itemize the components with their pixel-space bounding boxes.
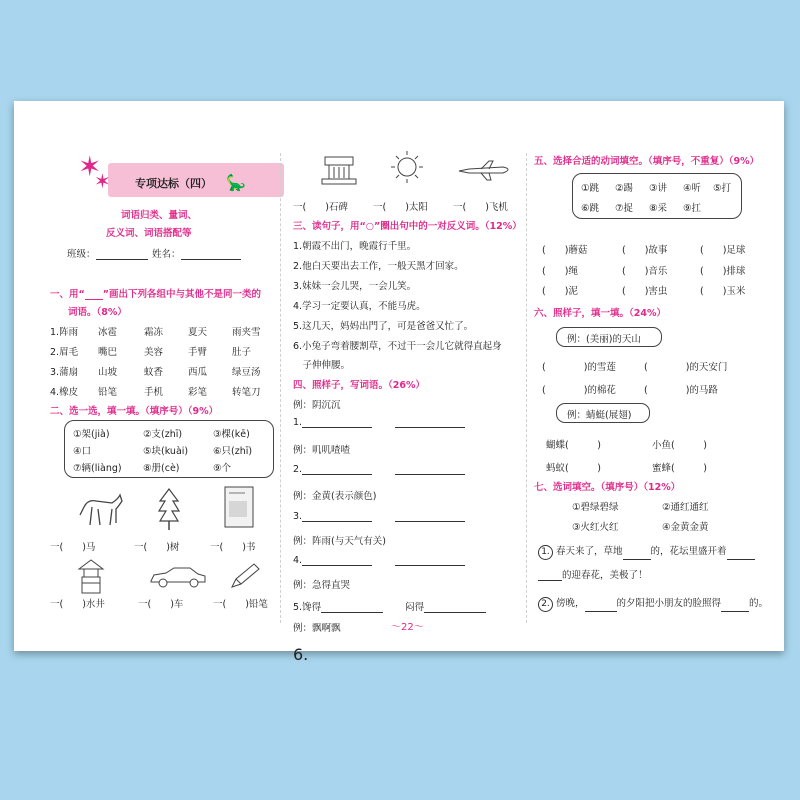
section-5-title: 五、选择合适的动词填空。（填序号，不重复）（9%） — [534, 156, 760, 167]
tree-icon — [156, 487, 182, 531]
name-field[interactable]: 姓名： — [152, 246, 241, 260]
s4-example: 例：阵雨(与天气有关) — [293, 536, 386, 547]
s6-blank[interactable]: 蝴蝶( ) — [546, 440, 601, 451]
s3-item: 6.小兔子弯着腰割草，不过干一会儿它就得直起身 — [293, 341, 502, 352]
s5-blank[interactable]: ( )绳 — [542, 266, 578, 277]
s3-item: 子伸伸腰。 — [293, 360, 351, 371]
blank-airplane[interactable]: 一( )飞机 — [453, 202, 508, 213]
class-field[interactable]: 班级： — [67, 246, 148, 260]
s7-question-2[interactable]: 2. 傍晚， 的夕阳把小朋友的脸照得 的。 — [538, 595, 768, 612]
option: ③棵(kē) — [213, 429, 250, 440]
page-title: 专项达标（四） — [135, 177, 212, 190]
section-3-title: 三、读句子，用“○”圈出句中的一对反义词。（12%） — [293, 221, 522, 232]
blank-tree[interactable]: 一( )树 — [134, 542, 180, 553]
worksheet-page — [14, 101, 784, 664]
s4-example: 例：飘啊飘 — [293, 623, 341, 634]
word: 山坡 — [98, 367, 118, 378]
option: ⑥跳 — [581, 203, 600, 214]
word: 转笔刀 — [232, 387, 261, 398]
s6-blank[interactable]: 蜜蜂( ) — [652, 463, 707, 474]
word: 霜冻 — [144, 327, 164, 338]
s7-question-1-cont[interactable]: 的迎春花，美极了！ — [538, 567, 648, 581]
word: 2.眉毛 — [50, 347, 79, 358]
blank-well[interactable]: 一( )水井 — [50, 599, 105, 610]
word: 绿豆汤 — [232, 367, 261, 378]
word: 冰雹 — [98, 327, 118, 338]
blank-car[interactable]: 一( )车 — [138, 599, 184, 610]
s6-blank[interactable]: ( )的马路 — [644, 385, 718, 396]
section-6-title: 六、照样子，填一填。（24%） — [534, 308, 666, 319]
word: 雨夹雪 — [232, 327, 261, 338]
s6-blank[interactable]: ( )的雪莲 — [542, 362, 616, 373]
s7-option: ①碧绿碧绿 — [572, 502, 619, 513]
s5-blank[interactable]: ( )害虫 — [622, 286, 668, 297]
s6-blank[interactable]: ( )的天安门 — [644, 362, 728, 373]
option: ⑤打 — [713, 183, 732, 194]
s7-option: ②通红通红 — [662, 502, 709, 513]
section-4-title: 四、照样子，写词语。（26%） — [293, 380, 425, 391]
blank-pencil[interactable]: 一( )铅笔 — [213, 599, 268, 610]
car-icon — [148, 565, 208, 589]
section-1-title-cont: 词语。（8%） — [68, 307, 127, 318]
s5-blank[interactable]: ( )玉米 — [700, 286, 746, 297]
s7-option: ③火红火红 — [572, 522, 619, 533]
example-bubble-2: 例：蜻蜓(展翅) — [556, 403, 650, 423]
subtitle-1: 词语归类、量词、 — [121, 210, 198, 221]
column-divider-1 — [280, 153, 281, 623]
blank-monument[interactable]: 一( )石碑 — [293, 202, 348, 213]
section-2-title: 二、选一选，填一填。（填序号）（9%） — [50, 406, 219, 417]
option: ①跳 — [581, 183, 600, 194]
subtitle-2: 反义词、词语搭配等 — [106, 228, 192, 239]
well-icon — [76, 557, 106, 595]
s3-item: 1.朝霞不出门，晚霞行千里。 — [293, 241, 417, 252]
s6-blank[interactable]: 小鱼( ) — [652, 440, 707, 451]
word: 肚子 — [232, 347, 252, 358]
s4-answer[interactable]: 1. — [293, 417, 465, 428]
option: ⑨个 — [213, 463, 232, 474]
s3-item: 2.他白天要出去工作，一般天黑才回家。 — [293, 261, 464, 272]
airplane-icon — [457, 159, 517, 183]
measure-word-options-box — [64, 420, 274, 478]
s4-answer[interactable]: 5.馋得 闷得 — [293, 599, 486, 613]
option: ⑧册(cè) — [143, 463, 180, 474]
word: 手臂 — [188, 347, 208, 358]
word: 铅笔 — [98, 387, 118, 398]
s4-answer[interactable]: 3. — [293, 511, 465, 522]
s4-example: 例：阴沉沉 — [293, 400, 341, 411]
section-7-title: 七、选词填空。（填序号）（12%） — [534, 482, 681, 493]
sun-icon — [387, 149, 427, 185]
column-divider-2 — [526, 153, 527, 623]
word: 4.橡皮 — [50, 387, 79, 398]
s3-item: 4.学习一定要认真，不能马虎。 — [293, 301, 426, 312]
verb-options-box — [572, 173, 742, 219]
s6-blank[interactable]: 蚂蚁( ) — [546, 463, 601, 474]
s4-answer-last[interactable]: 6. — [293, 645, 309, 664]
s4-example: 例：叽叽喳喳 — [293, 445, 351, 456]
example-bubble-1: 例：(美丽)的天山 — [556, 327, 662, 347]
s6-blank[interactable]: ( )的棉花 — [542, 385, 616, 396]
s4-answer[interactable]: 2. — [293, 464, 465, 475]
dinosaur-icon: 🦕 — [226, 173, 246, 192]
s7-question-1[interactable]: 1. 春天来了，草地 的，花坛里盛开着 — [538, 543, 755, 560]
option: ②踢 — [615, 183, 634, 194]
pencil-icon — [228, 561, 262, 591]
section-1-title: 一、用“ ”画出下列各组中与其他不是同一类的 — [50, 289, 261, 300]
option: ⑧采 — [649, 203, 668, 214]
word: 彩笔 — [188, 387, 208, 398]
s5-blank[interactable]: ( )足球 — [700, 245, 746, 256]
blank-book[interactable]: 一( )书 — [210, 542, 256, 553]
word: 夏天 — [188, 327, 208, 338]
option: ⑦捉 — [615, 203, 634, 214]
option: ④听 — [683, 183, 702, 194]
horse-icon — [78, 493, 124, 529]
word: 蚊香 — [144, 367, 164, 378]
s7-option: ④金黄金黄 — [662, 522, 709, 533]
option: ⑨扛 — [683, 203, 702, 214]
word: 嘴巴 — [98, 347, 118, 358]
word: 3.蒲扇 — [50, 367, 79, 378]
blank-horse[interactable]: 一( )马 — [50, 542, 96, 553]
option: ③讲 — [649, 183, 668, 194]
book-icon — [223, 485, 257, 531]
word: 美容 — [144, 347, 164, 358]
s4-answer[interactable]: 4. — [293, 555, 465, 566]
s5-blank[interactable]: ( )泥 — [542, 286, 578, 297]
option: ⑦辆(liàng) — [73, 463, 122, 474]
page-number: ～22～ — [391, 622, 424, 633]
s3-item: 5.这几天，妈妈出門了，可是爸爸又忙了。 — [293, 321, 474, 332]
s5-blank[interactable]: ( )蘑菇 — [542, 245, 588, 256]
option: ⑤块(kuài) — [143, 446, 189, 457]
s4-example: 例：金黄(表示颜色) — [293, 491, 377, 502]
blank-sun[interactable]: 一( )太阳 — [373, 202, 428, 213]
option: ④口 — [73, 446, 92, 457]
word: 1.阵雨 — [50, 327, 79, 338]
word: 手机 — [144, 387, 164, 398]
stone-monument-icon — [319, 151, 359, 185]
option: ①架(jià) — [73, 429, 110, 440]
s5-blank[interactable]: ( )排球 — [700, 266, 746, 277]
starfish-icon: ✶ — [78, 150, 102, 183]
option: ⑥只(zhī) — [213, 446, 253, 457]
word: 西瓜 — [188, 367, 208, 378]
s4-example: 例：急得直哭 — [293, 580, 351, 591]
s3-item: 3.妹妹一会儿哭，一会儿笑。 — [293, 281, 417, 292]
s5-blank[interactable]: ( )故事 — [622, 245, 668, 256]
starfish-small-icon: ✶ — [94, 169, 111, 193]
option: ②支(zhī) — [143, 429, 183, 440]
s5-blank[interactable]: ( )音乐 — [622, 266, 668, 277]
